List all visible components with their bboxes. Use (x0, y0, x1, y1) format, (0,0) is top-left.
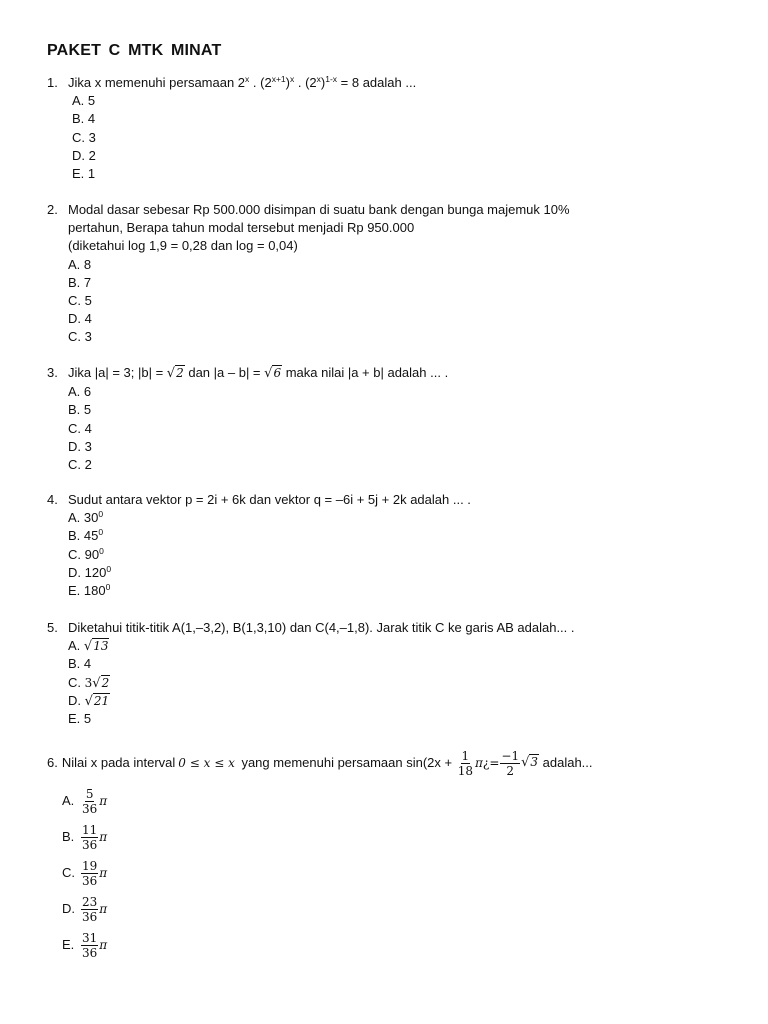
stem-text: adalah... (539, 754, 593, 770)
pi-symbol: π (99, 829, 108, 844)
exponent: x (289, 74, 295, 84)
coefficient: 3 (84, 675, 93, 690)
fraction (81, 859, 98, 888)
answer-option: D. 4 (68, 311, 92, 327)
numerator: 5 (85, 786, 94, 801)
answer-option (62, 891, 593, 927)
square-root: √3 (521, 755, 539, 771)
option-text: C. 90 (68, 546, 100, 562)
fraction (81, 823, 98, 852)
numerator: 1 (461, 748, 470, 763)
pi-symbol: π (99, 865, 108, 880)
option-label: E. (62, 936, 75, 952)
radicand: 2 (101, 675, 110, 690)
denominator: 36 (82, 945, 98, 960)
question-1 (47, 74, 416, 183)
stem-text: (diketahui log 1,9 = 0,28 dan log = 0,04) (68, 238, 298, 254)
answer-option (62, 819, 593, 855)
answer-option: D. 3 (68, 438, 92, 454)
fraction (81, 895, 98, 924)
pi-symbol: π (475, 755, 483, 770)
option-label: A. (62, 792, 75, 808)
question-number: 4. (47, 492, 58, 507)
question-number: 1. (47, 75, 58, 90)
stem-text: maka nilai |a + b| adalah ... . (282, 365, 449, 380)
denominator: 36 (82, 801, 98, 816)
fraction (457, 749, 474, 778)
denominator: 36 (82, 909, 98, 924)
answer-option: B. 7 (68, 274, 92, 290)
stem-text: Nilai x pada interval (61, 754, 176, 770)
answer-option (68, 674, 575, 692)
fraction (500, 749, 520, 778)
square-root: √2 (92, 675, 110, 691)
option-label: D. (62, 900, 75, 916)
answer-option: A. 5 (72, 93, 96, 109)
stem-text: Sudut antara vektor p = 2i + 6k dan vektor q = –6i + 5j + 2k adalah ... . (68, 492, 471, 507)
radicand: 21 (93, 693, 110, 708)
option-text: D. 120 (68, 564, 107, 580)
radicand: 2 (176, 366, 184, 380)
pi-symbol: π (99, 793, 108, 808)
answer-option (62, 855, 593, 891)
option-text: C. (68, 674, 85, 690)
answer-option (68, 509, 471, 527)
stem-text: Diketahui titik-titik A(1,–3,2), B(1,3,10) dan C(4,–1,8). Jarak titik C ke garis AB adalah... . (68, 620, 575, 635)
stem-text: . (2 (294, 75, 317, 90)
fraction (81, 787, 98, 816)
stem-text: ) (320, 75, 326, 90)
question-number: 3. (47, 365, 58, 380)
answer-option: B. 4 (68, 656, 92, 672)
answer-option: B. 4 (72, 111, 96, 127)
answer-option: E. 1 (72, 165, 96, 181)
exponent: x (245, 74, 250, 84)
answer-option: C. 3 (68, 329, 92, 345)
radicand: 6 (273, 366, 282, 380)
question-5 (47, 619, 575, 728)
stem-text: = 8 adalah ... (337, 75, 417, 90)
answer-option: A. 6 (68, 384, 92, 400)
exponent: x+1 (271, 74, 286, 84)
question-number: 6. (47, 754, 58, 770)
interval-expression: 0 ≤ x ≤ x (178, 755, 235, 770)
answer-option: C. 4 (68, 420, 92, 436)
pi-symbol: π (99, 937, 108, 952)
stem-text: . (2 (249, 75, 272, 90)
answer-option: C. 5 (68, 292, 92, 308)
question-1-stem (47, 74, 416, 92)
square-root: √6 (264, 366, 282, 381)
question-2-stem (47, 201, 570, 219)
square-root: √21 (84, 693, 110, 709)
answer-option: B. 5 (68, 402, 92, 418)
answer-option (68, 546, 471, 564)
question-number: 5. (47, 620, 58, 635)
stem-text: ¿= (482, 755, 500, 770)
answer-option (68, 527, 471, 545)
answer-option (68, 564, 471, 582)
stem-text: Jika x memenuhi persamaan 2 (68, 75, 246, 90)
degree-mark: 0 (98, 509, 104, 520)
degree-mark: 0 (98, 527, 104, 538)
answer-option: D. 2 (72, 147, 96, 163)
numerator: 11 (82, 822, 98, 837)
question-2 (47, 201, 570, 347)
stem-text: dan |a – b| = (184, 365, 265, 380)
degree-mark: 0 (99, 545, 104, 556)
stem-text: pertahun, Berapa tahun modal tersebut menjadi Rp 950.000 (68, 220, 415, 236)
radicand: 3 (530, 755, 539, 770)
answer-option (68, 692, 575, 710)
question-4-stem (47, 491, 471, 509)
square-root: √13 (83, 639, 109, 655)
degree-mark: 0 (105, 581, 111, 592)
answer-option: C. 3 (72, 129, 96, 145)
numerator: 19 (82, 858, 98, 873)
denominator: 36 (82, 837, 98, 852)
stem-text: Jika |a| = 3; |b| = (68, 365, 167, 380)
numerator: 31 (82, 930, 98, 945)
option-text: A. (68, 638, 84, 654)
question-6 (47, 745, 593, 963)
stem-text: Modal dasar sebesar Rp 500.000 disimpan di suatu bank dengan bunga majemuk 10% (68, 202, 570, 217)
numerator: −1 (501, 748, 520, 763)
square-root: √2 (166, 366, 184, 381)
answer-option (62, 783, 593, 819)
question-3-stem (47, 364, 448, 383)
exponent: x (316, 74, 321, 84)
numerator: 23 (82, 894, 98, 909)
denominator: 36 (82, 873, 98, 888)
question-6-stem (47, 745, 593, 781)
option-text: D. (68, 692, 85, 708)
answer-option (68, 582, 471, 600)
fraction (81, 931, 98, 960)
page-title: PAKET C MTK MINAT (47, 42, 222, 59)
degree-mark: 0 (106, 563, 112, 574)
option-text: B. 45 (68, 528, 99, 544)
exponent: 1-x (325, 74, 338, 84)
option-label: C. (62, 864, 75, 880)
answer-option (68, 637, 575, 655)
stem-text: ) (285, 75, 290, 90)
question-number: 2. (47, 202, 58, 217)
option-text: E. 180 (68, 582, 106, 598)
question-4 (47, 491, 471, 600)
question-3 (47, 364, 448, 474)
option-label: B. (62, 828, 75, 844)
answer-option (62, 927, 593, 963)
denominator: 2 (506, 763, 515, 778)
question-5-stem (47, 619, 575, 637)
stem-text: yang memenuhi persamaan sin(2x + (237, 754, 456, 770)
answer-option: A. 8 (68, 256, 92, 272)
denominator: 18 (457, 763, 473, 778)
answer-option: C. 2 (68, 456, 92, 472)
radicand: 13 (93, 639, 109, 654)
answer-option: E. 5 (68, 710, 92, 726)
option-text: A. 30 (68, 510, 99, 526)
pi-symbol: π (99, 901, 108, 916)
